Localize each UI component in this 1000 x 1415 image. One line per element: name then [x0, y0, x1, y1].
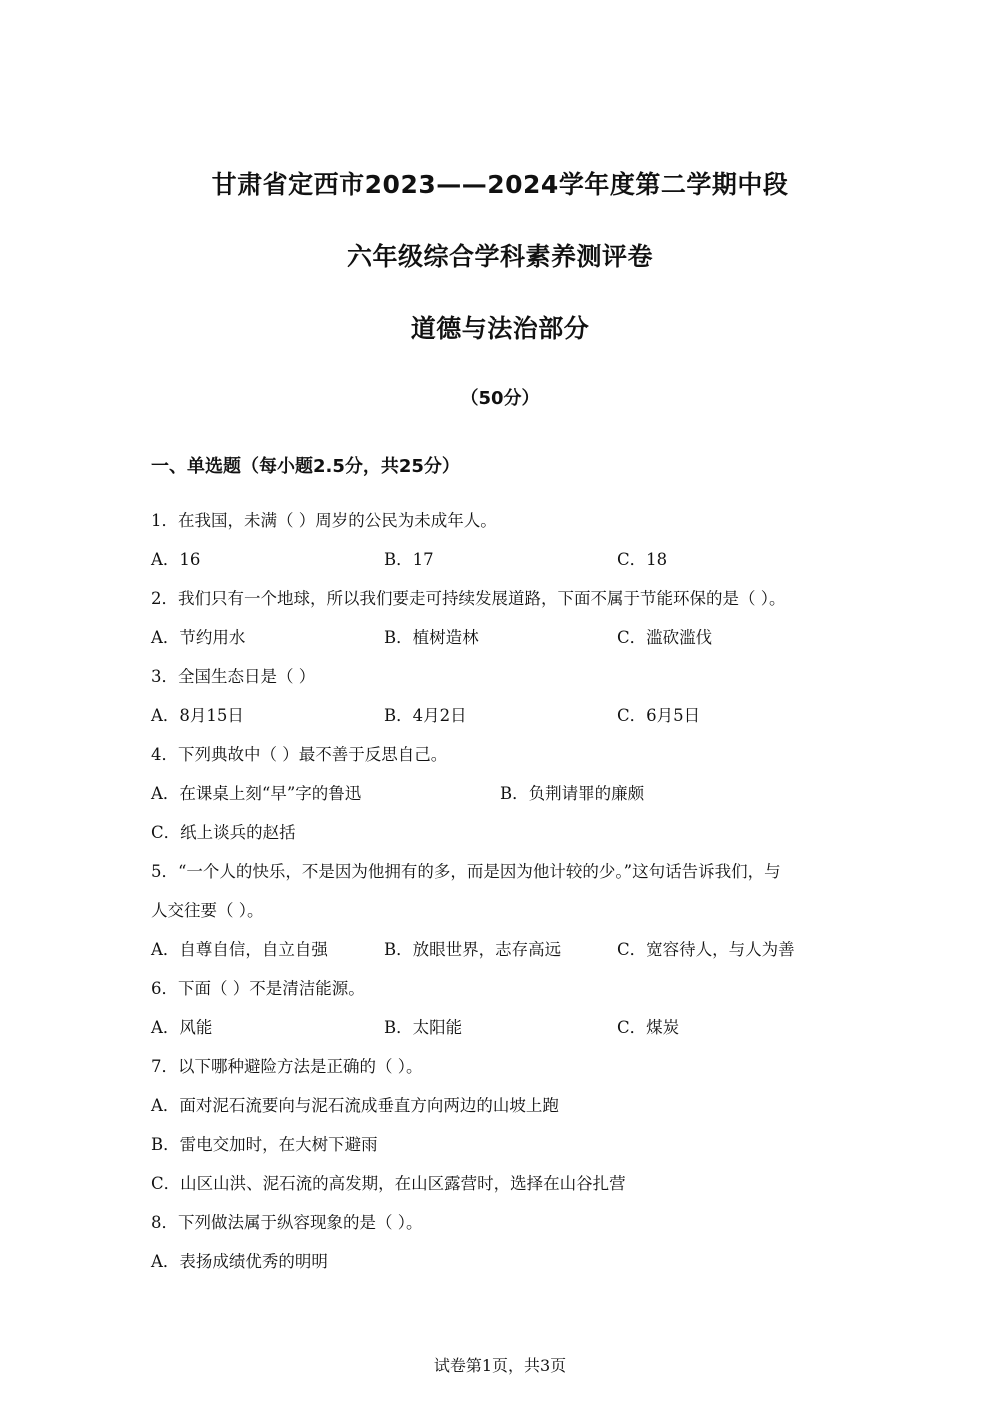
question-8: 8．下列做法属于纵容现象的是（ ）。	[151, 1213, 423, 1232]
question-2: 2．我们只有一个地球，所以我们要走可持续发展道路，下面不属于节能环保的是（ ）。	[151, 589, 786, 608]
page-footer: 试卷第1页，共3页	[433, 1356, 567, 1375]
question-4-option-c: C．纸上谈兵的赵括	[151, 823, 296, 842]
question-6: 6．下面（ ）不是清洁能源。	[151, 979, 365, 998]
exam-title-line1: 甘肃省定西市2023——2024学年度第二学期中段	[211, 170, 789, 199]
question-6-option-b: B．太阳能	[384, 1018, 463, 1037]
total-score: （50分）	[460, 388, 540, 409]
question-2-option-c: C．滥砍滥伐	[617, 628, 713, 647]
question-4-option-b: B．负荆请罪的廉颇	[500, 784, 645, 803]
question-5-option-b: B．放眼世界，志存高远	[384, 940, 562, 959]
section-heading: 一、单选题（每小题2.5分，共25分）	[151, 456, 460, 477]
question-4-option-a: A．在课桌上刻“早”字的鲁迅	[151, 784, 362, 803]
exam-title-line3: 道德与法治部分	[410, 314, 590, 343]
question-7: 7．以下哪种避险方法是正确的（ ）。	[151, 1057, 423, 1076]
question-8-option-a: A．表扬成绩优秀的明明	[151, 1252, 328, 1271]
question-1-option-a: A．16	[151, 550, 201, 569]
question-3-option-a: A．8月15日	[151, 706, 244, 725]
question-6-option-c: C．煤炭	[617, 1018, 680, 1037]
question-4: 4．下列典故中（ ）最不善于反思自己。	[151, 745, 448, 764]
question-1: 1．在我国，未满（ ）周岁的公民为未成年人。	[151, 511, 497, 530]
question-7-option-a: A．面对泥石流要向与泥石流成垂直方向两边的山坡上跑	[151, 1096, 559, 1115]
question-3-option-c: C．6月5日	[617, 706, 701, 725]
question-2-option-b: B．植树造林	[384, 628, 479, 647]
question-5-option-a: A．自尊自信，自立自强	[151, 940, 328, 959]
question-1-option-b: B．17	[384, 550, 434, 569]
question-5-line1: 5．“一个人的快乐，不是因为他拥有的多，而是因为他计较的少。”这句话告诉我们，与	[151, 862, 781, 881]
question-7-option-c: C．山区山洪、泥石流的高发期，在山区露营时，选择在山谷扎营	[151, 1174, 626, 1193]
question-1-option-c: C．18	[617, 550, 668, 569]
question-3-option-b: B．4月2日	[384, 706, 467, 725]
question-3: 3．全国生态日是（ ）	[151, 667, 316, 686]
question-6-option-a: A．风能	[151, 1018, 213, 1037]
exam-title-line2: 六年级综合学科素养测评卷	[346, 242, 653, 271]
question-5-line2: 人交往要（ ）。	[151, 901, 264, 920]
question-5-option-c: C．宽容待人，与人为善	[617, 940, 795, 959]
question-7-option-b: B．雷电交加时，在大树下避雨	[151, 1135, 378, 1154]
question-2-option-a: A．节约用水	[151, 628, 246, 647]
